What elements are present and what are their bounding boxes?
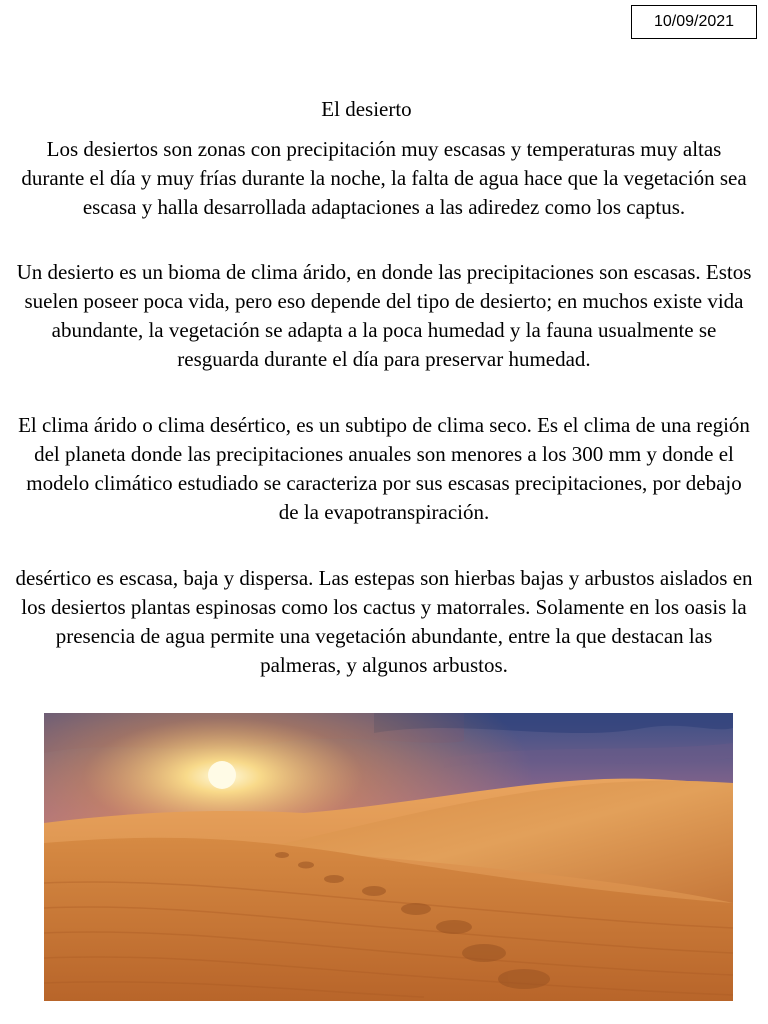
document-title: El desierto — [321, 97, 412, 121]
date-text: 10/09/2021 — [653, 13, 735, 30]
paragraph-2: Un desierto es un bioma de clima árido, en donde las precipitaciones son escasas. Estos suelen poseer poca vida, pero eso depende del tipo de desierto; en muchos existe vida abundante, la vegetación se adapta a la poca humedad y la fauna usualmente se resguarda durante el día para preservar humedad. — [16, 260, 752, 371]
paragraph-4: desértico es escasa, baja y dispersa. Las estepas son hierbas bajas y arbustos aislados en los desiertos plantas espinosas como los cactus y matorrales. Solamente en los oasis la presencia de agua permite una vegetación abundante, entre la que destacan las palmeras, y algunos arbustos. — [15, 566, 753, 677]
desert-photo — [44, 713, 733, 1001]
desert-illustration — [44, 713, 733, 1001]
paragraph-3: El clima árido o clima desértico, es un subtipo de clima seco. Es el clima de una región del planeta donde las precipitaciones anuales son menores a los 300 mm y donde el modelo climático estudiado se caracteriza por sus escasas precipitaciones, por debajo de la evapotranspiración. — [18, 413, 750, 524]
paragraph-1: Los desiertos son zonas con precipitación muy escasas y temperaturas muy altas durante el día y muy frías durante la noche, la falta de agua hace que la vegetación sea escasa y halla desarrollada adaptaciones a las adiredez como los captus. — [21, 137, 747, 219]
date-box — [631, 5, 757, 39]
